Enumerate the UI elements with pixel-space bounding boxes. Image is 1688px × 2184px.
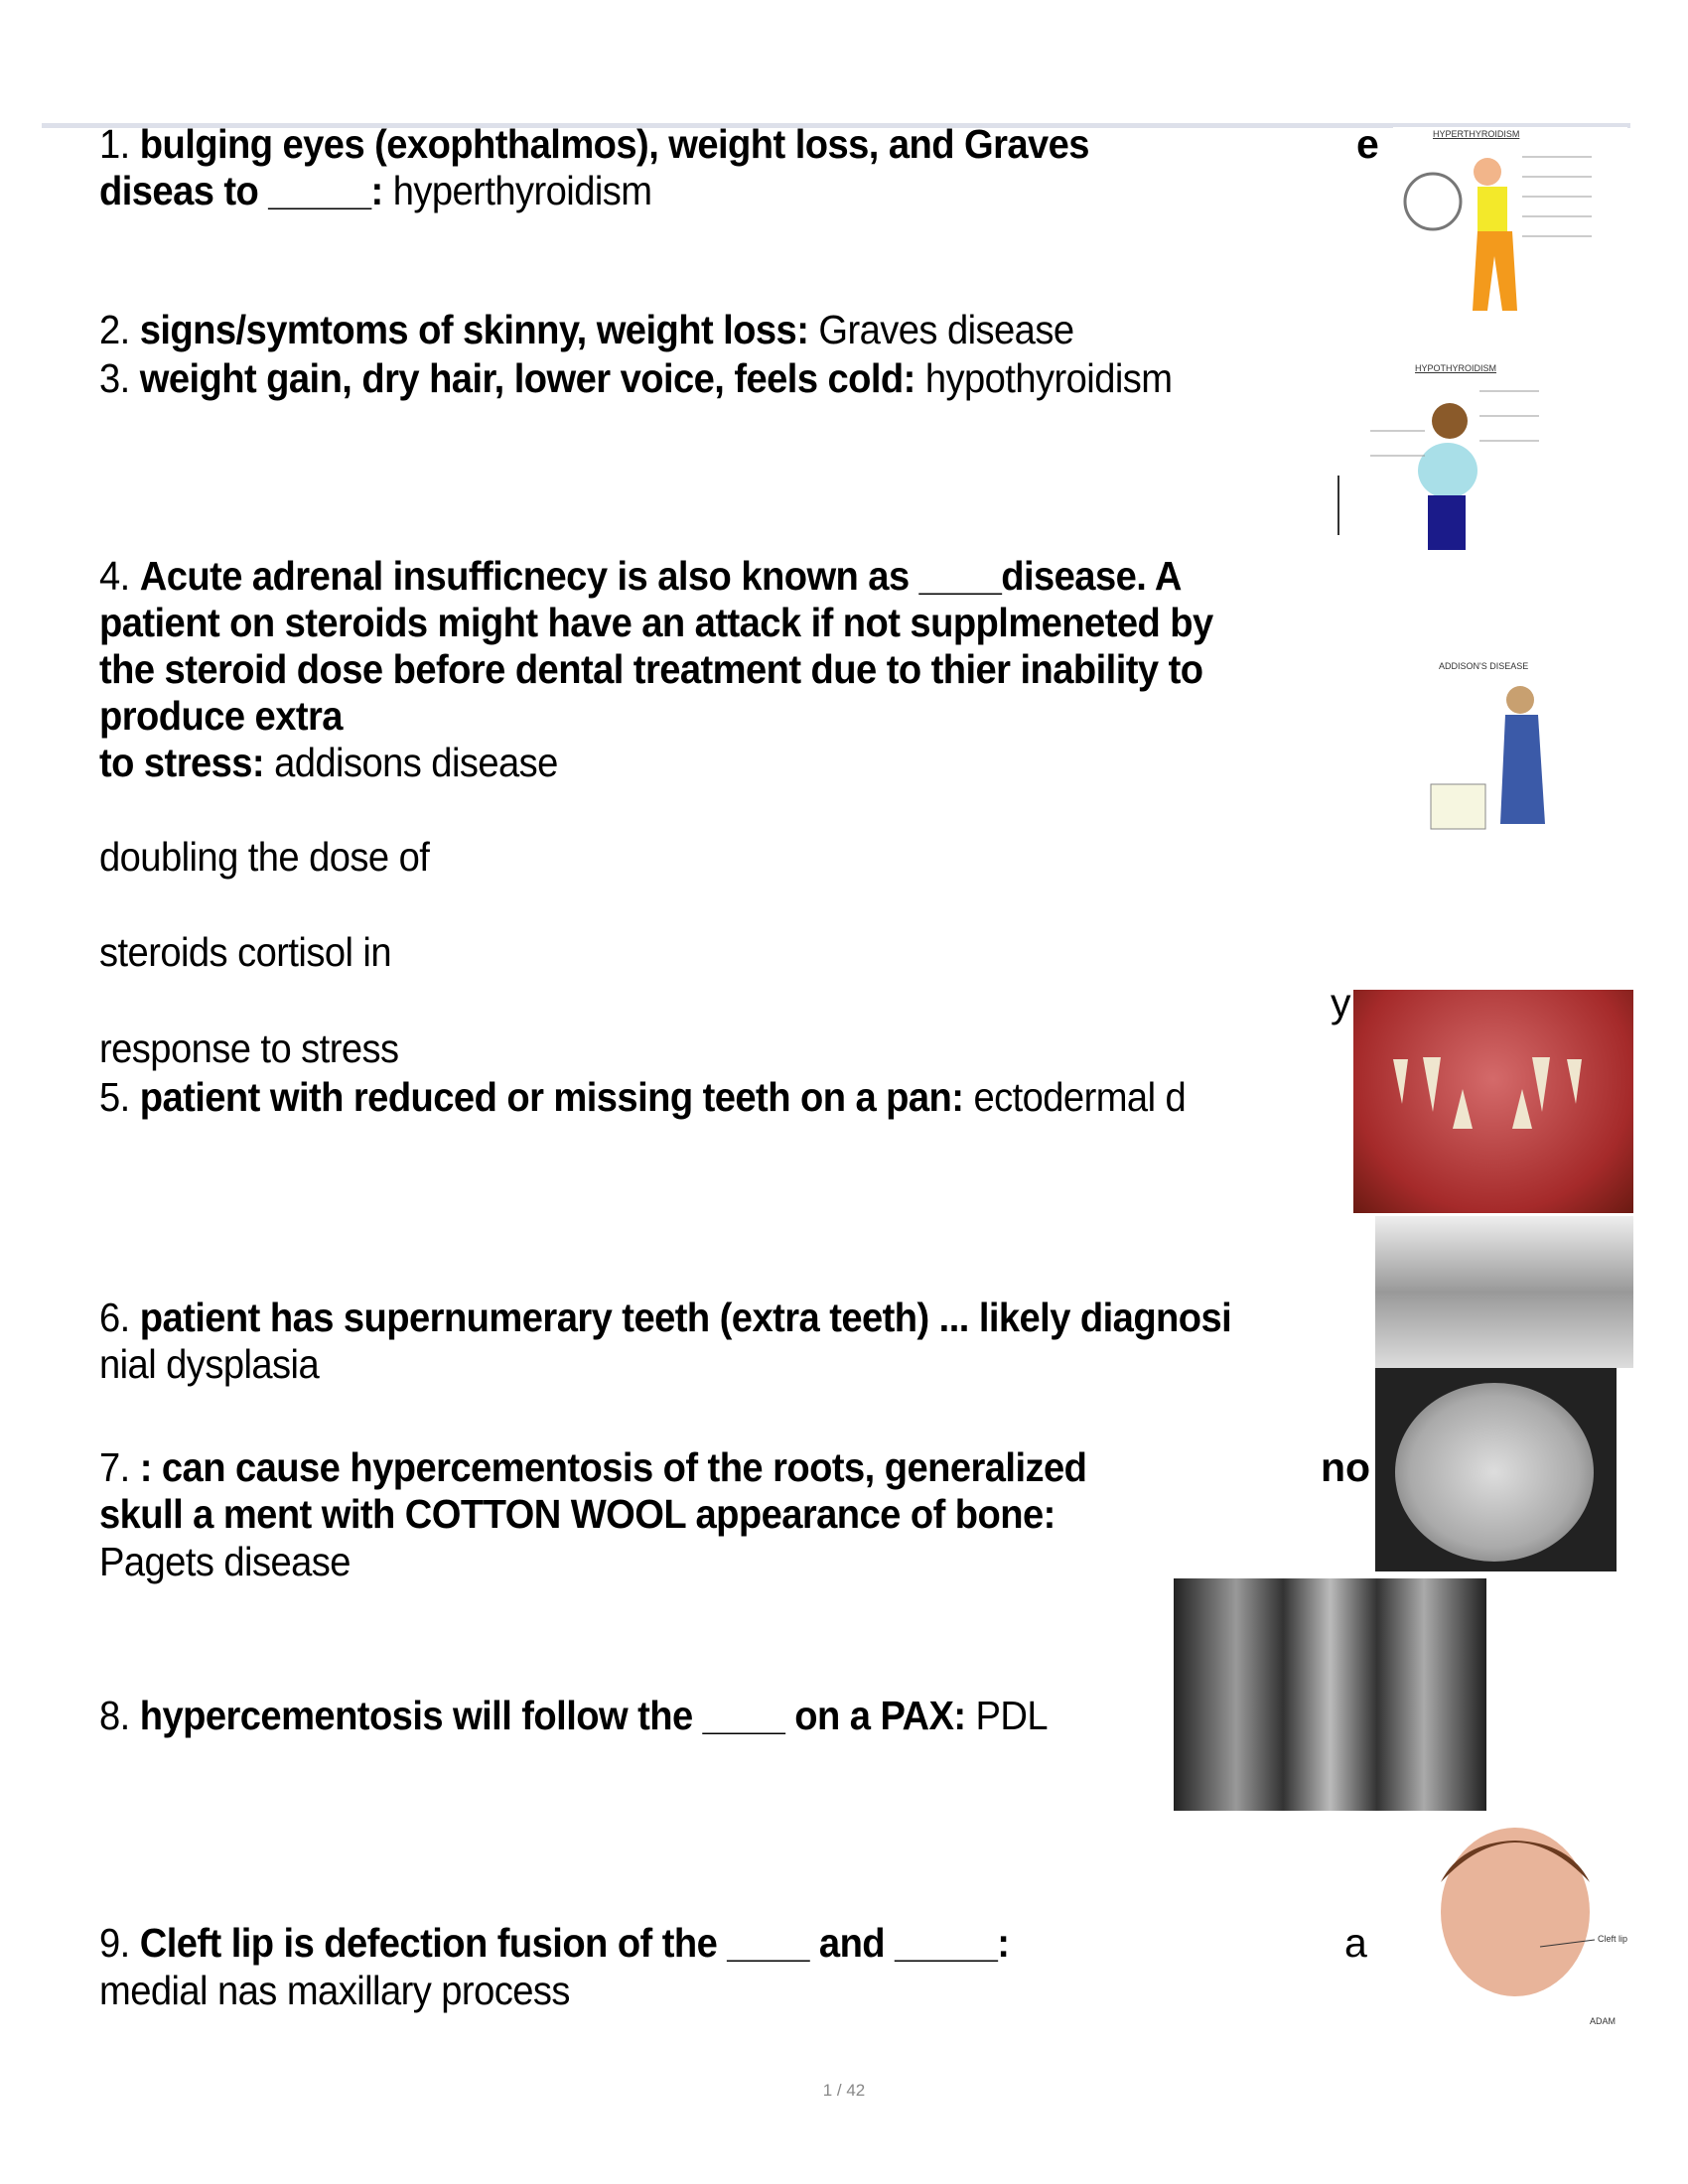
item-2 [99,307,1073,353]
question-text: bulging eyes (exophthalmos), weight loss, and Graves [139,121,1089,167]
ectodermal-dysplasia-teeth-photo [1353,990,1633,1213]
hypothyroidism-illustration [1331,361,1579,559]
item-7-answer: Pagets disease [99,1539,351,1584]
cartoon-figure-icon [1331,361,1579,559]
answer-text: addisons disease [264,740,558,785]
item-3 [99,355,1172,402]
question-text: hypercementosis will follow the ____ on a PAX: [139,1693,966,1738]
item-number: 2. [99,307,140,352]
answer-text: Graves disease [808,307,1074,352]
question-text: : can cause hypercementosis of the roots, generalized [139,1444,1087,1490]
item-4-line-4: produce extra [99,693,343,739]
item-number: 9. [99,1920,140,1966]
item-number: 4. [99,553,140,599]
answer-text: PDL [965,1693,1049,1738]
item-number: 7. [99,1444,140,1490]
item-4-note-3: response to stress [99,1025,399,1071]
item-4-line-2: patient on steroids might have an attack if not supplmeneted by [99,600,1213,645]
item-8 [99,1693,1048,1739]
question-text: diseas to _____: [99,168,383,213]
answer-text: hypothyroidism [914,355,1173,401]
item-9-line-1 [99,1920,1009,1967]
item-1-line-1 [99,121,1089,168]
question-text: to stress: [99,740,265,785]
item-6-line-1 [99,1295,1231,1341]
clipped-fragment: a [1344,1920,1367,1966]
cleft-lip-baby-illustration [1421,1813,1633,2034]
item-4-line-3: the steroid dose before dental treatment due to thier inability to [99,646,1203,692]
question-text: Acute adrenal insufficnecy is also known as ____disease. A [139,553,1182,599]
item-7-line-2: skull a ment with COTTON WOOL appearance of bone: [99,1491,1055,1537]
item-4-note-2: steroids cortisol in [99,929,391,975]
addisons-disease-illustration [1421,655,1627,844]
item-number: 8. [99,1693,140,1738]
hyperthyroidism-illustration [1393,127,1627,320]
skull-xray [1375,1368,1617,1571]
item-number: 6. [99,1295,140,1340]
question-text: Cleft lip is defection fusion of the ____ and _____: [139,1920,1010,1966]
illustration-title: HYPOTHYROIDISM [1415,363,1497,373]
item-5 [99,1074,1186,1121]
adam-logo: ADAM [1590,2016,1617,2026]
panoramic-xray [1375,1216,1633,1368]
skull-shape [1395,1383,1594,1562]
item-4-line-1 [99,553,1182,600]
item-9-answer: medial nas maxillary process [99,1968,570,2013]
answer-text: ectodermal d [963,1074,1187,1120]
clipped-fragment: no [1321,1444,1371,1490]
item-6-answer: nial dysplasia [99,1341,320,1387]
cartoon-figure-icon [1393,127,1627,320]
clipped-fragment: y [1331,980,1351,1025]
item-7-line-1 [99,1444,1086,1491]
illustration-title: ADDISON'S DISEASE [1439,661,1529,671]
illustration-title: HYPERTHYROIDISM [1433,129,1520,139]
item-number: 5. [99,1074,140,1120]
answer-text: hyperthyroidism [382,168,652,213]
question-text: weight gain, dry hair, lower voice, feels cold: [139,355,915,401]
question-text: signs/symtoms of skinny, weight loss: [139,307,809,352]
page-number: 1 / 42 [822,2081,866,2100]
question-text: patient has supernumerary teeth (extra teeth) ... likely diagnosi [139,1295,1232,1340]
teeth-icon [1353,990,1633,1213]
item-4-note-1: doubling the dose of [99,834,430,880]
item-4-line-5 [99,740,558,786]
periapical-xray [1174,1578,1486,1811]
question-text: patient with reduced or missing teeth on a pan: [139,1074,964,1120]
item-number: 1. [99,121,140,167]
item-1-line-2 [99,168,652,214]
baby-face-icon [1421,1813,1633,2034]
cleft-lip-label: Cleft lip [1598,1934,1628,1944]
clipped-fragment: e [1356,121,1379,167]
cartoon-figure-icon [1421,655,1627,844]
item-number: 3. [99,355,140,401]
